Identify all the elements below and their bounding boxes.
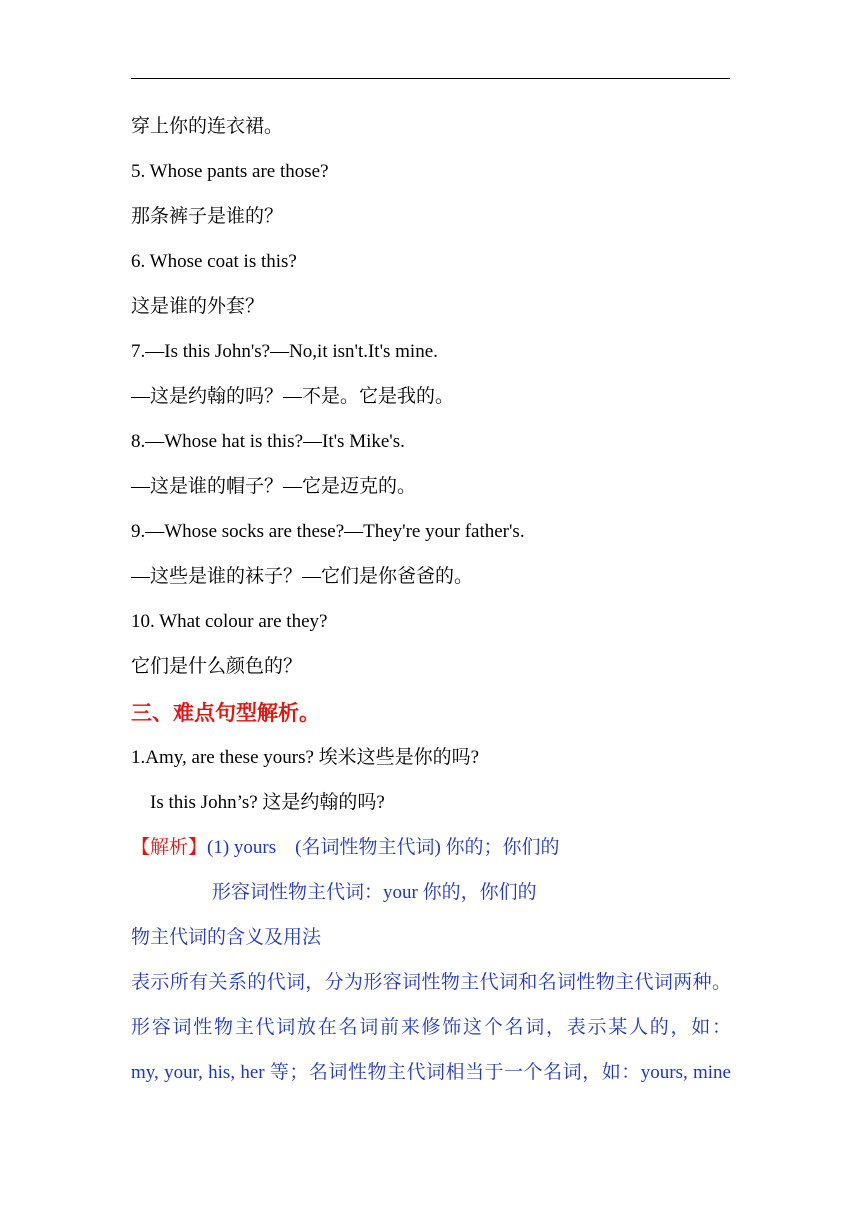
explanation-line: my, your, his, her 等；名词性物主代词相当于一个名词，如：yours, mine xyxy=(131,1062,731,1083)
text-line: 这是谁的外套？ xyxy=(131,296,265,317)
text-line: —这是谁的帽子？—它是迈克的。 xyxy=(131,476,417,497)
text-line: 它们是什么颜色的？ xyxy=(131,656,303,677)
text-line: 穿上你的连衣裙。 xyxy=(131,116,284,137)
text-line: —这是约翰的吗？—不是。它是我的。 xyxy=(131,386,455,407)
key-sentence-2: Is this John’s? 这是约翰的吗? xyxy=(150,792,385,813)
text-line: 8.—Whose hat is this?—It's Mike's. xyxy=(131,431,405,452)
key-sentence-1: 1.Amy, are these yours? 埃米这些是你的吗? xyxy=(131,747,480,768)
explanation-first-line xyxy=(131,836,560,860)
text-line: 10. What colour are they? xyxy=(131,611,328,632)
text-line: 6. Whose coat is this? xyxy=(131,251,297,272)
text-line: —这些是谁的袜子？—它们是你爸爸的。 xyxy=(131,566,474,587)
text-line: 那条裤子是谁的？ xyxy=(131,206,284,227)
explanation-line: 物主代词的含义及用法 xyxy=(131,927,322,948)
explanation-yours: (1) yours (名词性物主代词) 你的；你们的 xyxy=(207,837,560,858)
header-rule xyxy=(131,78,730,79)
explanation-your: 形容词性物主代词：your 你的，你们的 xyxy=(212,882,537,903)
text-line: 9.—Whose socks are these?—They're your father's. xyxy=(131,521,525,542)
explanation-tag: 【解析】 xyxy=(131,837,208,858)
section-heading: 三、难点句型解析。 xyxy=(131,701,320,725)
text-line: 5. Whose pants are those? xyxy=(131,161,329,182)
explanation-line: 表示所有关系的代词，分为形容词性物主代词和名词性物主代词两种。 xyxy=(131,972,731,993)
text-line: 7.—Is this John's?—No,it isn't.It's mine. xyxy=(131,341,438,362)
explanation-line: 形容词性物主代词放在名词前来修饰这个名词，表示某人的，如： xyxy=(131,1017,731,1038)
